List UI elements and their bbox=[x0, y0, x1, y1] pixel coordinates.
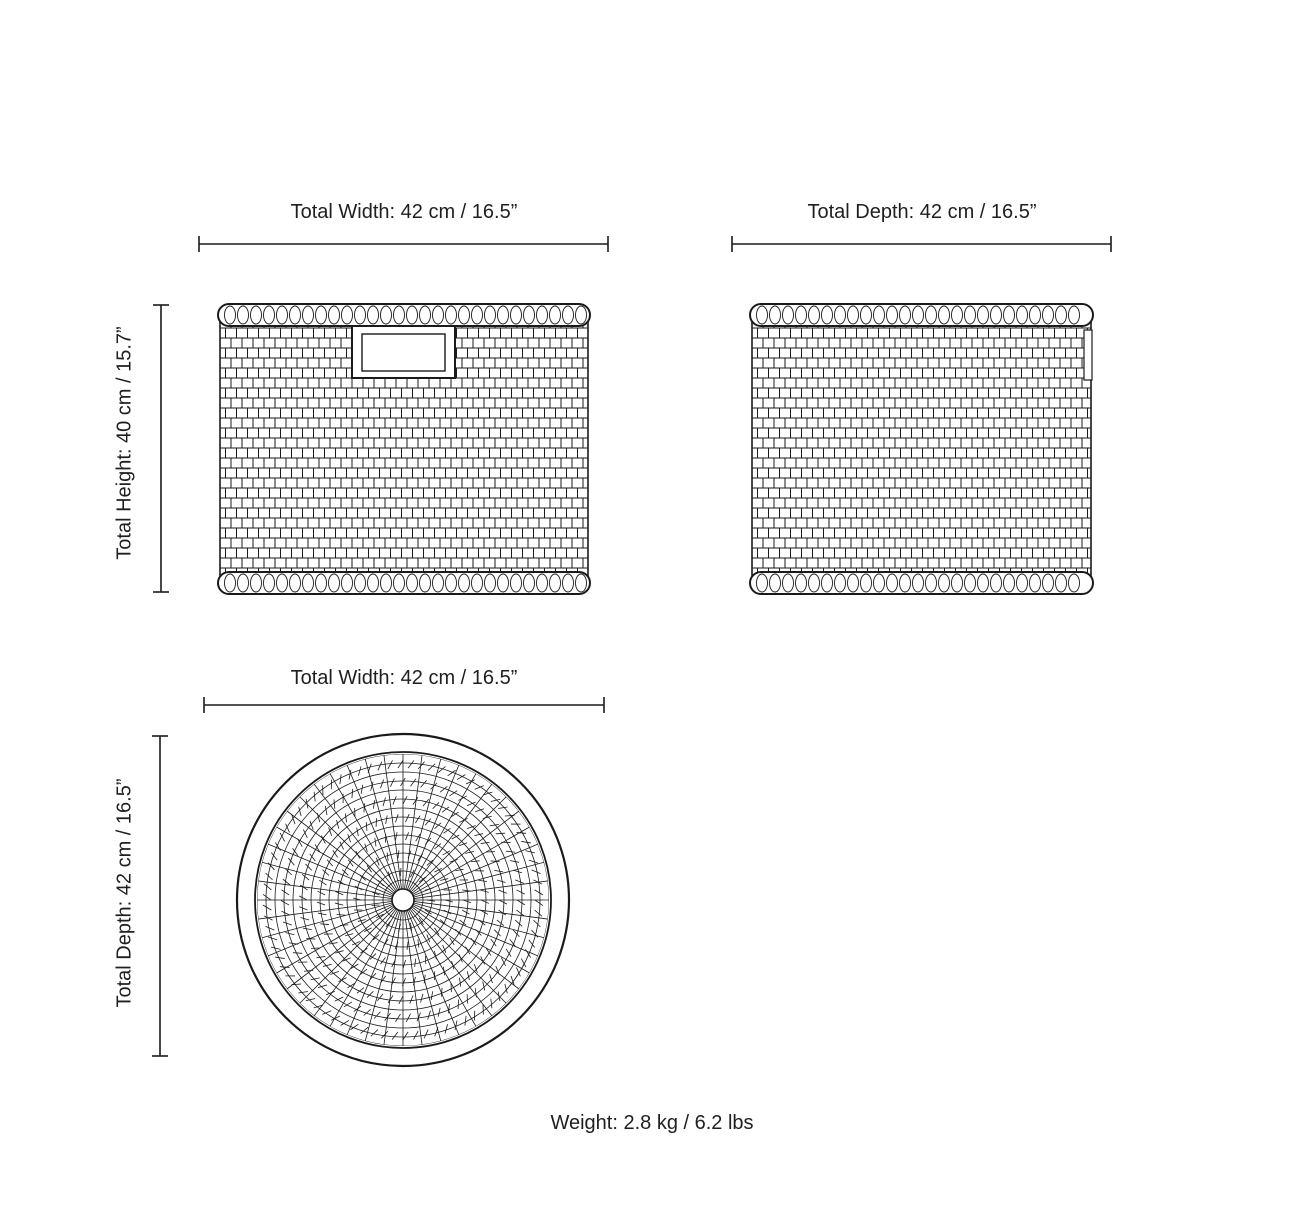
bottom-rim bbox=[750, 572, 1093, 594]
front-height-label: Total Height: 40 cm / 15.7” bbox=[113, 326, 136, 560]
front-height-dimension-line bbox=[153, 305, 169, 592]
side-handle-edge bbox=[1084, 330, 1092, 380]
top-depth-label: Total Depth: 42 cm / 16.5” bbox=[113, 778, 136, 1008]
side-depth-label: Total Depth: 42 cm / 16.5” bbox=[807, 201, 1037, 223]
side-depth-dimension-line bbox=[732, 236, 1111, 252]
front-width-label: Total Width: 42 cm / 16.5” bbox=[290, 201, 518, 223]
handle-cutout bbox=[352, 326, 455, 378]
top-width-dimension-line bbox=[204, 697, 604, 713]
top-depth-dimension-line bbox=[152, 736, 168, 1056]
top-width-label: Total Width: 42 cm / 16.5” bbox=[290, 667, 518, 689]
front-width-dimension-line bbox=[199, 236, 608, 252]
top-view-basket bbox=[237, 734, 569, 1066]
top-rim bbox=[750, 304, 1093, 326]
side-view-basket bbox=[750, 304, 1093, 594]
weight-label: Weight: 2.8 kg / 6.2 lbs bbox=[550, 1112, 754, 1134]
front-view-basket bbox=[218, 304, 590, 594]
